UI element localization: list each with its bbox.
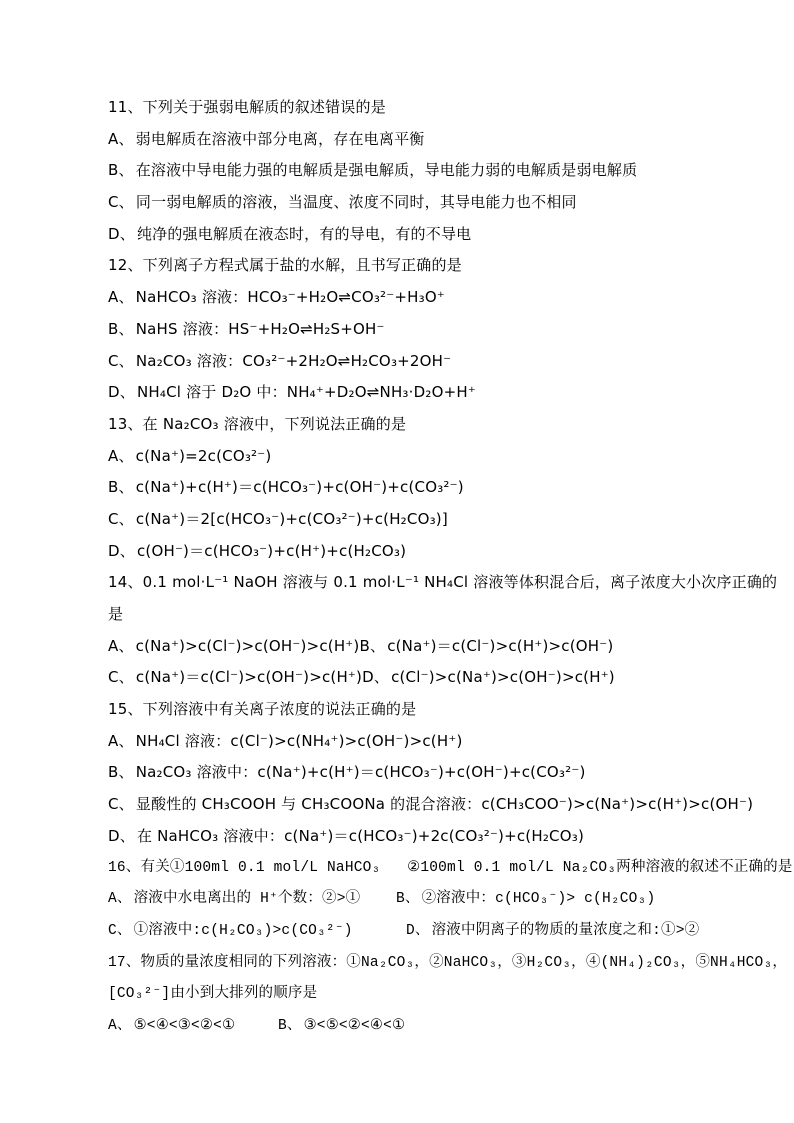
question-15 xyxy=(108,694,754,852)
question-15-option-b xyxy=(108,757,728,789)
question-13-option-d xyxy=(108,536,728,568)
question-17 xyxy=(108,948,788,1043)
question-11-option-a xyxy=(108,124,728,156)
option-text-c: c(Na⁺)＝c(Cl⁻)>c(OH⁻)>c(H⁺) xyxy=(135,668,363,687)
option-label-c: C、 xyxy=(108,193,134,212)
option-text-b: ③<⑤<②<④<① xyxy=(303,1017,406,1034)
option-label-b: B、 xyxy=(108,319,134,338)
option-label-b: B、 xyxy=(359,636,386,655)
option-text-a: 溶液中水电离出的 H⁺个数：②>① xyxy=(133,891,361,908)
question-13 xyxy=(108,409,728,567)
option-label-b: B、 xyxy=(108,763,134,782)
question-14-stem-line-1: 14、0.1 mol·L⁻¹ NaOH 溶液与 0.1 mol·L⁻¹ NH₄Cl 溶液等体积混合后，离子浓度大小次序正确的 xyxy=(108,573,778,592)
question-11-stem: 11、下列关于强弱电解质的叙述错误的是 xyxy=(108,98,386,116)
exam-content xyxy=(108,92,793,1043)
question-12-stem: 12、下列离子方程式属于盐的水解，且书写正确的是 xyxy=(108,256,462,275)
question-11-option-b xyxy=(108,155,728,187)
question-12-option-b xyxy=(108,314,728,346)
option-text-b: NaHS 溶液：HS⁻+H₂O⇌H₂S+OH⁻ xyxy=(135,319,385,338)
question-16-options-ab xyxy=(108,884,728,916)
option-text-c: 同一弱电解质的溶液，当温度、浓度不同时，其导电能力也不相同 xyxy=(135,193,577,212)
option-label-c: C、 xyxy=(108,351,134,370)
question-17-stem-line-1: 17、物质的量浓度相同的下列溶液：①Na₂CO₃，②NaHCO₃，③H₂CO₃，④(NH₄)₂CO₃，⑤NH₄HCO₃， xyxy=(108,954,788,971)
question-12-option-a xyxy=(108,282,728,314)
option-label-c: C、 xyxy=(108,668,134,687)
question-14-options-ab xyxy=(108,631,728,663)
question-17-option-a xyxy=(108,1011,278,1043)
option-label-d: D、 xyxy=(108,541,135,560)
question-12 xyxy=(108,250,728,408)
question-15-stem: 15、下列溶液中有关离子浓度的说法正确的是 xyxy=(108,700,417,719)
question-16-stem: 16、有关①100ml 0.1 mol/L NaHCO₃ ②100ml 0.1 mol/L Na₂CO₃两种溶液的叙述不正确的是 xyxy=(108,859,793,876)
option-text-b: c(Na⁺)＝c(Cl⁻)>c(H⁺)>c(OH⁻) xyxy=(387,636,614,655)
option-text-d: NH₄Cl 溶于 D₂O 中：NH₄⁺+D₂O⇌NH₃·D₂O+H⁺ xyxy=(136,383,476,402)
option-text-c: 显酸性的 CH₃COOH 与 CH₃COONa 的混合溶液：c(CH₃COO⁻)>c(Na⁺)>c(H⁺)>c(OH⁻) xyxy=(135,795,754,814)
option-label-a: A、 xyxy=(108,129,134,148)
option-label-a: A、 xyxy=(108,636,134,655)
option-label-b: B、 xyxy=(278,1017,302,1034)
option-text-a: NH₄Cl 溶液：c(Cl⁻)>c(NH₄⁺)>c(OH⁻)>c(H⁺) xyxy=(135,731,463,750)
question-14-options-cd xyxy=(108,662,728,694)
question-14 xyxy=(108,567,778,694)
option-text-c: ①溶液中:c(H₂CO₃)>c(CO₃²⁻) xyxy=(133,922,353,939)
question-17-options-ab xyxy=(108,1011,728,1043)
question-17-stem-line-2: [CO₃²⁻]由小到大排列的顺序是 xyxy=(108,986,318,1003)
option-label-d: D、 xyxy=(108,224,135,243)
question-11-option-c xyxy=(108,187,728,219)
option-label-d: D、 xyxy=(108,383,135,402)
option-text-a: c(Na⁺)=2c(CO₃²⁻) xyxy=(135,446,272,465)
option-text-a: c(Na⁺)>c(Cl⁻)>c(OH⁻)>c(H⁺) xyxy=(135,636,360,655)
option-text-d: 溶液中阴离子的物质的量浓度之和:①>② xyxy=(431,922,700,939)
question-13-option-c xyxy=(108,504,728,536)
question-17-option-b xyxy=(278,1018,405,1034)
question-15-option-c xyxy=(108,789,754,821)
option-text-b: 在溶液中导电能力强的电解质是强电解质，导电能力弱的电解质是弱电解质 xyxy=(135,161,638,180)
option-label-b: B、 xyxy=(396,891,420,908)
option-label-d: D、 xyxy=(108,826,135,845)
option-label-c: C、 xyxy=(108,795,134,814)
question-11 xyxy=(108,92,728,250)
option-text-c: c(Na⁺)＝2[c(HCO₃⁻)+c(CO₃²⁻)+c(H₂CO₃)] xyxy=(135,509,448,528)
option-label-b: B、 xyxy=(108,478,134,497)
question-16-options-cd xyxy=(108,916,728,948)
question-13-option-a xyxy=(108,441,728,473)
question-12-option-c xyxy=(108,346,728,378)
option-text-a: NaHCO₃ 溶液：HCO₃⁻+H₂O⇌CO₃²⁻+H₃O⁺ xyxy=(135,288,445,307)
option-text-d: 在 NaHCO₃ 溶液中：c(Na⁺)＝c(HCO₃⁻)+2c(CO₃²⁻)+c(H₂CO₃) xyxy=(136,826,584,845)
option-label-d: D、 xyxy=(406,922,430,939)
question-14-stem-line-2: 是 xyxy=(108,605,124,623)
question-13-option-b xyxy=(108,472,728,504)
question-16-option-d xyxy=(406,923,699,939)
question-16-option-a xyxy=(108,884,396,916)
question-13-stem: 13、在 Na₂CO₃ 溶液中，下列说法正确的是 xyxy=(108,414,407,433)
question-11-option-d xyxy=(108,219,728,251)
option-text-d: c(Cl⁻)>c(Na⁺)>c(OH⁻)>c(H⁺) xyxy=(391,668,615,687)
option-label-a: A、 xyxy=(108,891,132,908)
option-label-b: B、 xyxy=(108,161,134,180)
option-text-d: c(OH⁻)＝c(HCO₃⁻)+c(H⁺)+c(H₂CO₃) xyxy=(136,541,407,560)
option-label-a: A、 xyxy=(108,446,134,465)
question-16-option-c xyxy=(108,916,406,948)
question-14-option-a xyxy=(108,631,359,663)
option-label-c: C、 xyxy=(108,509,134,528)
option-label-a: A、 xyxy=(108,288,134,307)
option-label-a: A、 xyxy=(108,1017,132,1034)
option-label-a: A、 xyxy=(108,731,134,750)
question-16-option-b xyxy=(396,891,655,907)
option-text-b: Na₂CO₃ 溶液中：c(Na⁺)+c(H⁺)＝c(HCO₃⁻)+c(OH⁻)+c(CO₃²⁻) xyxy=(135,763,586,782)
question-12-option-d xyxy=(108,377,728,409)
question-14-option-b xyxy=(359,637,613,655)
option-text-b: c(Na⁺)+c(H⁺)＝c(HCO₃⁻)+c(OH⁻)+c(CO₃²⁻) xyxy=(135,478,464,497)
option-label-c: C、 xyxy=(108,922,132,939)
question-15-option-a xyxy=(108,726,728,758)
option-text-b: ②溶液中：c(HCO₃⁻)> c(H₂CO₃) xyxy=(421,891,656,908)
option-text-d: 纯净的强电解质在液态时，有的导电，有的不导电 xyxy=(136,224,472,243)
option-text-a: ⑤<④<③<②<① xyxy=(133,1017,236,1034)
option-text-a: 弱电解质在溶液中部分电离，存在电离平衡 xyxy=(135,129,425,148)
question-15-option-d xyxy=(108,821,728,853)
option-text-c: Na₂CO₃ 溶液：CO₃²⁻+2H₂O⇌H₂CO₃+2OH⁻ xyxy=(135,351,452,370)
question-16 xyxy=(108,853,793,948)
question-14-option-c xyxy=(108,662,362,694)
question-14-option-d xyxy=(362,668,615,686)
option-label-d: D、 xyxy=(362,668,390,687)
